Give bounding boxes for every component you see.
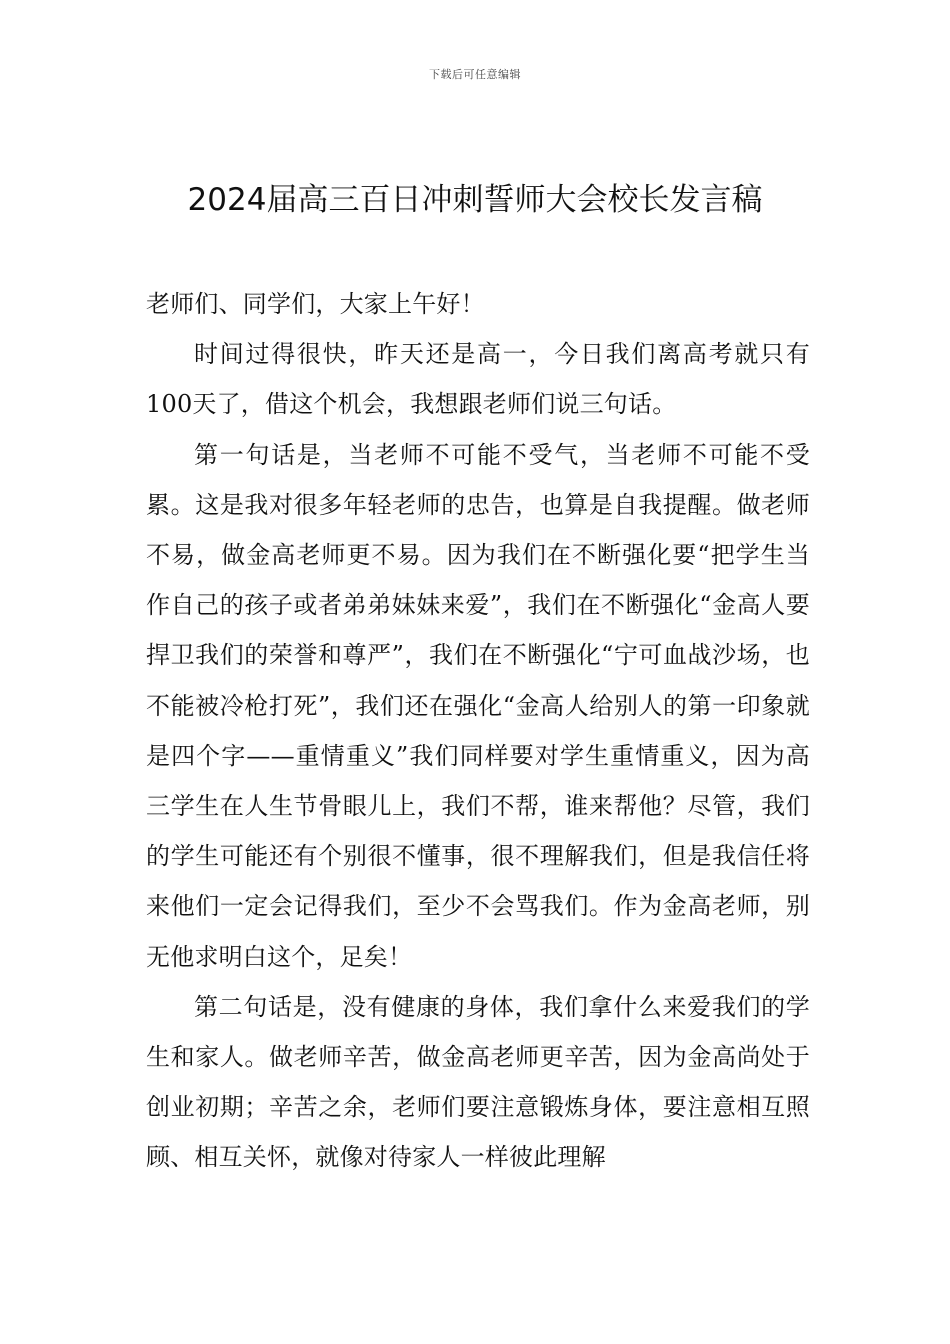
header-note: 下载后可任意编辑 <box>429 68 521 81</box>
document-title: 2024届高三百日冲刺誓师大会校长发言稿 <box>187 182 763 218</box>
salutation: 老师们、同学们，大家上午好！ <box>146 290 485 318</box>
paragraph: 第一句话是，当老师不可能不受气，当老师不可能不受累。这是我对很多年轻老师的忠告，也算是自我提醒。做老师不易，做金高老师更不易。因为我们在不断强化要“把学生当作自己的孩子或者弟弟妹妹来爱”，我们在不断强化“金高人要捍卫我们的荣誉和尊严”，我们在不断强化“宁可血战沙场，也不能被冷枪打死”，我们还在强化“金高人给别人的第一印象就是四个字——重情重义”我们同样要对学生重情重义，因为高三学生在人生节骨眼儿上，我们不帮，谁来帮他？尽管，我们的学生可能还有个别很不懂事，很不理解我们，但是我信任将来他们一定会记得我们，至少不会骂我们。作为金高老师，别无他求明白这个，足矣！ <box>146 440 810 971</box>
paragraph: 第二句话是，没有健康的身体，我们拿什么来爱我们的学生和家人。做老师辛苦，做金高老师更辛苦，因为金高尚处于创业初期；辛苦之余，老师们要注意锻炼身体，要注意相互照顾、相互关怀，就像对待家人一样彼此理解 <box>146 992 810 1172</box>
document-body <box>146 279 810 1183</box>
paragraph: 时间过得很快，昨天还是高一，今日我们离高考就只有100天了，借这个机会，我想跟老师们说三句话。 <box>146 340 810 419</box>
